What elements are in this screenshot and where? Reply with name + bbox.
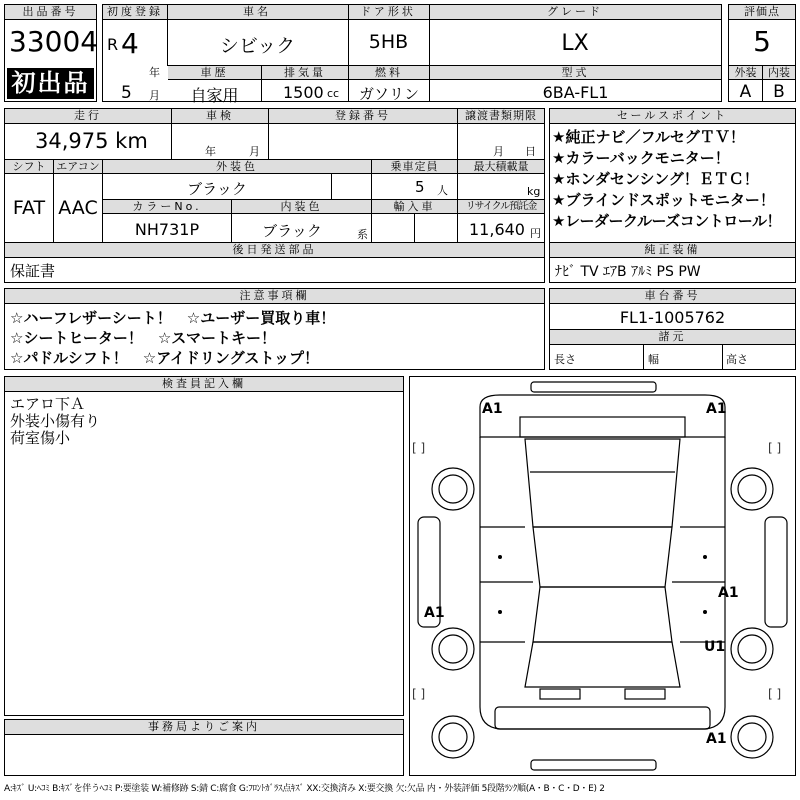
bracket-mark: [ ] <box>768 441 782 455</box>
recycle-value: 11,640 <box>469 220 525 239</box>
shaken-label: 車検 <box>172 109 268 124</box>
spec-length-label: 長さ <box>554 353 576 366</box>
chassis-value: FL1-1005762 <box>619 308 726 327</box>
door-value: 5HB <box>368 31 409 53</box>
displacement-label: 排気量 <box>262 66 348 80</box>
sales-point: ★ブラインドスポットモニター！ <box>552 191 775 209</box>
import-label: 輸入車 <box>372 200 457 214</box>
transfer-day-unit: 日 <box>525 145 536 158</box>
bracket-mark: [ ] <box>412 441 426 455</box>
damage-diagram <box>409 376 796 776</box>
inspector-line: 荷室傷小 <box>10 429 71 447</box>
model-code-value: 6BA-FL1 <box>542 83 609 102</box>
equipment-value: ﾅﾋﾞ TV ｴｱB ｱﾙﾐ PS PW <box>555 264 701 280</box>
notes-label: 注意事項欄 <box>5 289 544 304</box>
transfer-deadline-label: 譲渡書類期限 <box>458 109 544 124</box>
sales-points-box <box>549 108 796 283</box>
mileage-label: 走行 <box>5 109 171 124</box>
recycle-label: リサイクル預託金 <box>458 200 544 214</box>
later-parts-value: 保証書 <box>10 262 56 280</box>
damage-mark: A1 <box>706 731 727 747</box>
first-listing-badge: 初出品 <box>7 68 94 99</box>
sales-point: ★ホンダセンシング！ＥＴＣ！ <box>552 170 759 188</box>
bracket-mark: [ ] <box>412 687 426 701</box>
vehicle-info-grid <box>102 4 722 105</box>
exterior-score: A <box>739 82 752 102</box>
color-no-value: NH731P <box>134 220 200 239</box>
spec-height-label: 高さ <box>726 353 748 366</box>
inspector-label: 検査員記入欄 <box>5 377 403 392</box>
chassis-box <box>549 288 796 370</box>
interior-score: B <box>773 82 785 102</box>
note-line: ☆ハーフレザーシート！ ☆ユーザー買取り車！ <box>10 309 336 327</box>
capacity-value: 5 <box>415 178 425 196</box>
lot-label: 出品番号 <box>5 5 96 20</box>
interior-color-suffix: 系 <box>357 228 368 241</box>
exterior-color-value: ブラック <box>187 180 247 198</box>
notes-list <box>10 308 335 368</box>
first-reg-label: 初度登録 <box>103 5 167 20</box>
first-reg-month: 5 <box>121 83 132 103</box>
interior-color-value: ブラック <box>262 222 322 240</box>
grade-value: LX <box>561 31 589 56</box>
spec-width-label: 幅 <box>648 353 659 366</box>
shaken-month-unit: 月 <box>249 145 260 158</box>
transfer-month-unit: 月 <box>493 145 504 158</box>
capacity-unit: 人 <box>437 184 448 197</box>
later-parts-label: 後日発送部品 <box>5 243 544 258</box>
details-grid <box>4 108 545 283</box>
score-value: 5 <box>753 25 771 58</box>
car-name-label: 車名 <box>167 5 347 20</box>
score-label: 評価点 <box>729 5 795 20</box>
score-box <box>728 4 796 102</box>
note-line: ☆シートヒーター！ ☆スマートキー！ <box>10 329 276 347</box>
damage-mark: A1 <box>718 585 739 601</box>
grade-label: グレード <box>429 5 721 20</box>
sales-point: ★カラーバックモニター！ <box>552 149 730 167</box>
inspector-notes <box>10 396 100 447</box>
car-name-value: シビック <box>219 35 296 57</box>
model-code-label: 型式 <box>430 66 721 80</box>
interior-score-label: 内装 <box>763 66 795 80</box>
aircon-label: エアコン <box>54 160 102 174</box>
inspector-box <box>4 376 404 716</box>
inspector-line: エアロ下Ａ <box>10 395 86 413</box>
reg-no-label: 登録番号 <box>269 109 457 124</box>
specs-label: 諸元 <box>550 330 795 345</box>
sales-points-list <box>552 127 781 232</box>
color-no-label: カラーNo. <box>103 200 231 214</box>
displacement-unit: cc <box>327 87 340 100</box>
capacity-label: 乗車定員 <box>372 160 457 174</box>
inspector-line: 外装小傷有り <box>10 412 101 430</box>
recycle-unit: 円 <box>530 227 541 240</box>
damage-legend: A:ｷｽﾞ U:ﾍｺﾐ B:ｷｽﾞを伴うﾍｺﾐ P:要塗装 W:補修跡 S:錆 C:腐食 G:ﾌﾛﾝﾄｶﾞﾗｽ点ｷｽﾞ XX:交換済み X:要交換 欠:欠品 内・外装評価 5段階ﾗﾝｸ順(A・B・C・D・E) 2 <box>4 784 605 794</box>
month-unit: 月 <box>149 89 160 102</box>
history-value: 自家用 <box>190 86 239 105</box>
interior-color-label: 内装色 <box>232 200 371 214</box>
office-box <box>4 719 404 776</box>
car-outline-diagram <box>410 377 795 775</box>
bracket-mark: [ ] <box>768 687 782 701</box>
damage-mark: A1 <box>482 401 503 417</box>
fuel-value: ガソリン <box>358 85 419 103</box>
lot-number: 33004 <box>9 25 99 58</box>
sales-points-label: セールスポイント <box>550 109 795 124</box>
exterior-color-label: 外装色 <box>103 160 371 174</box>
office-label: 事務局よりご案内 <box>5 720 403 735</box>
aircon-value: AAC <box>58 197 98 219</box>
displacement-value: 1500 <box>283 83 324 102</box>
lot-box <box>4 4 97 102</box>
history-label: 車歴 <box>168 66 261 80</box>
fuel-label: 燃料 <box>349 66 429 80</box>
chassis-label: 車台番号 <box>550 289 795 304</box>
year-unit: 年 <box>149 66 160 79</box>
mileage-value: 34,975 km <box>35 129 148 153</box>
sales-point: ★純正ナビ／フルセグＴＶ！ <box>552 128 745 146</box>
notes-box <box>4 288 545 370</box>
sales-point: ★レーダークルーズコントロール！ <box>552 212 781 230</box>
damage-mark: A1 <box>424 605 445 621</box>
damage-mark: A1 <box>706 401 727 417</box>
shaken-year-unit: 年 <box>205 145 216 158</box>
first-reg-era: R <box>107 35 119 54</box>
shift-value: FAT <box>12 197 46 219</box>
first-reg-year: 4 <box>121 27 139 60</box>
max-load-unit: kg <box>527 185 541 198</box>
door-label: ドア形状 <box>348 5 428 20</box>
max-load-label: 最大積載量 <box>458 160 544 174</box>
damage-mark: U1 <box>704 639 726 655</box>
note-line: ☆パドルシフト！ ☆アイドリングストップ！ <box>10 349 319 367</box>
shift-label: シフト <box>5 160 53 174</box>
exterior-score-label: 外装 <box>729 66 762 80</box>
equipment-label: 純正装備 <box>550 243 795 258</box>
